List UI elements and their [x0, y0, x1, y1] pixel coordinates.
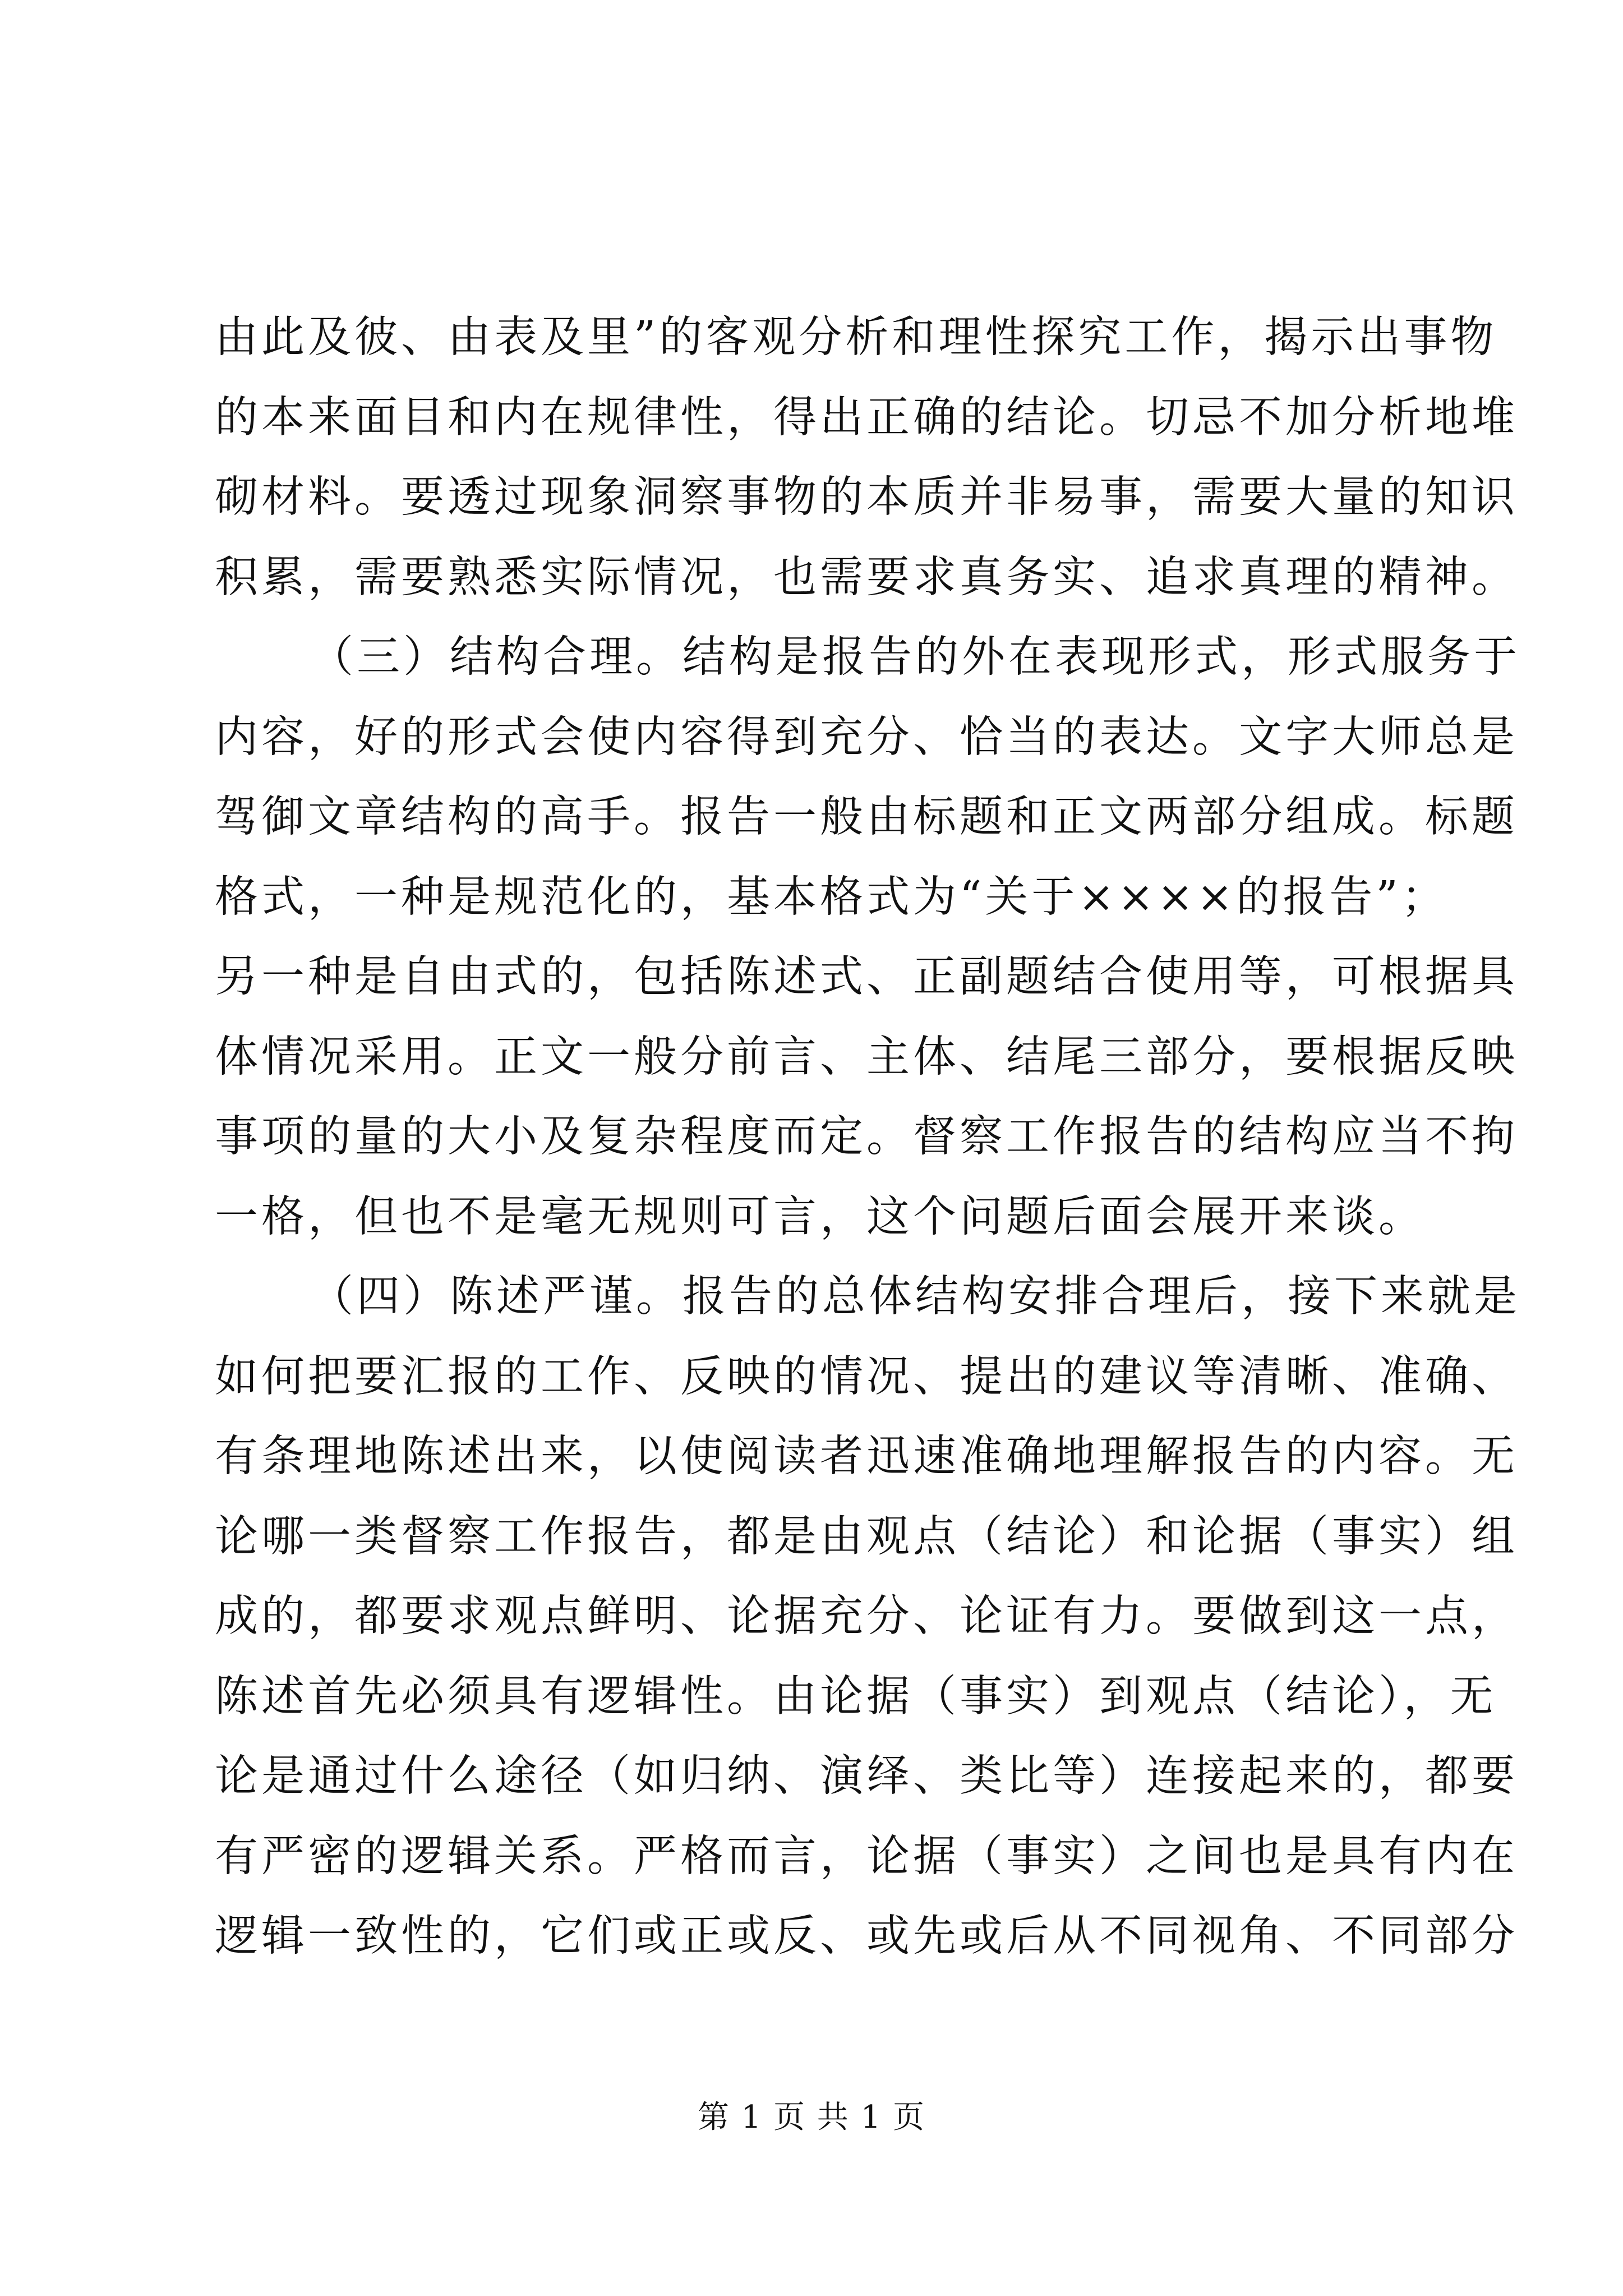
text-line: 有严密的逻辑关系。严格而言，论据（事实）之间也是具有内在 [215, 1831, 1518, 1881]
text-line: 砌材料。要透过现象洞察事物的本质并非易事，需要大量的知识 [215, 472, 1518, 522]
text-line: 成的，都要求观点鲜明、论据充分、论证有力。要做到这一点， [215, 1591, 1518, 1641]
text-line: （四）陈述严谨。报告的总体结构安排合理后，接下来就是 [310, 1272, 1520, 1322]
text-line: 论是通过什么途径（如归纳、演绎、类比等）连接起来的，都要 [215, 1751, 1518, 1801]
text-line: 由此及彼、由表及里”的客观分析和理性探究工作，揭示出事物 [215, 312, 1497, 362]
text-line: 另一种是自由式的，包括陈述式、正副题结合使用等，可根据具 [215, 952, 1518, 1002]
text-line: 一格，但也不是毫无规则可言，这个问题后面会展开来谈。 [215, 1191, 1425, 1242]
text-line: 驾御文章结构的高手。报告一般由标题和正文两部分组成。标题 [215, 792, 1518, 842]
body-text [215, 298, 1520, 1977]
page-footer: 第 1 页 共 1 页 [697, 2099, 926, 2136]
text-line: 事项的量的大小及复杂程度而定。督察工作报告的结构应当不拘 [215, 1112, 1518, 1162]
text-line: 逻辑一致性的，它们或正或反、或先或后从不同视角、不同部分 [215, 1911, 1518, 1961]
text-line: 内容，好的形式会使内容得到充分、恰当的表达。文字大师总是 [215, 712, 1518, 762]
text-line: 格式，一种是规范化的，基本格式为“关于××××的报告”； [215, 872, 1448, 922]
text-line: 体情况采用。正文一般分前言、主体、结尾三部分，要根据反映 [215, 1032, 1518, 1082]
text-line: 的本来面目和内在规律性，得出正确的结论。切忌不加分析地堆 [215, 392, 1518, 443]
text-line: 有条理地陈述出来，以使阅读者迅速准确地理解报告的内容。无 [215, 1432, 1518, 1481]
text-line: 积累，需要熟悉实际情况，也需要求真务实、追求真理的精神。 [215, 552, 1518, 602]
text-line: 论哪一类督察工作报告，都是由观点（结论）和论据（事实）组 [215, 1511, 1518, 1562]
text-line: （三）结构合理。结构是报告的外在表现形式，形式服务于 [310, 632, 1520, 682]
text-line: 如何把要汇报的工作、反映的情况、提出的建议等清晰、准确、 [215, 1351, 1518, 1402]
text-line: 陈述首先必须具有逻辑性。由论据（事实）到观点（结论），无 [215, 1671, 1497, 1722]
